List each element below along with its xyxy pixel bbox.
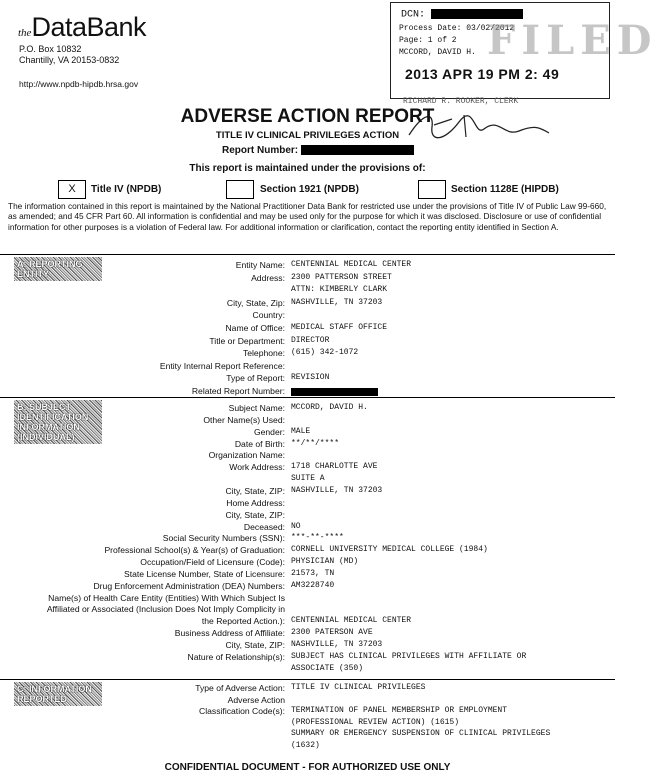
- clerk-name: RICHARD R. ROOKER, CLERK: [403, 97, 519, 106]
- logo-name: DataBank: [31, 12, 147, 42]
- field-label: Nature of Relationship(s):: [187, 651, 285, 662]
- field-label: Address:: [251, 272, 285, 283]
- filing-stamp: [390, 2, 657, 99]
- section-a-divider: [0, 254, 615, 255]
- field-row: [0, 285, 615, 297]
- field-value: 2300 PATERSON AVE: [291, 628, 373, 638]
- field-label: City, State, Zip:: [226, 297, 285, 308]
- field-label: Country:: [252, 310, 285, 321]
- checkbox-section-1128e-label: Section 1128E (HIPDB): [451, 184, 559, 195]
- address-line: Chantilly, VA 20153-0832: [19, 55, 120, 65]
- field-value: CENTENNIAL MEDICAL CENTER: [291, 260, 412, 269]
- field-value: **/**/****: [291, 438, 340, 448]
- field-value: 21573, TN: [291, 568, 335, 578]
- field-row: [0, 361, 615, 373]
- field-value: DIRECTOR: [291, 335, 330, 345]
- logo-prefix: the: [18, 27, 32, 39]
- field-value: MCCORD, DAVID H.: [291, 403, 368, 412]
- field-row: [0, 533, 615, 545]
- dcn-line: DCN:: [401, 9, 523, 21]
- section-b-tag: B: SUBJECT IDENTIFICATION INFORMATION (INDIVIDUAL): [14, 400, 102, 444]
- field-row: [0, 581, 615, 593]
- mailing-address: [19, 44, 119, 66]
- databank-logo: [18, 12, 146, 43]
- field-row: [0, 373, 615, 385]
- field-label: Date of Birth:: [234, 438, 285, 449]
- field-label: Affiliated or Associated (Inclusion Does Not Imply Complicity in: [46, 604, 285, 615]
- field-label: Telephone:: [242, 348, 285, 359]
- field-value: SUITE A: [291, 474, 325, 484]
- field-label: State License Number, State of Licensure:: [124, 568, 285, 579]
- field-row: [0, 729, 615, 741]
- field-label: Subject Name:: [228, 403, 285, 413]
- redaction-bar: [291, 388, 378, 396]
- field-value: NASHVILLE, TN 37203: [291, 297, 383, 307]
- section-a-tag: A: REPORTING ENTITY: [14, 257, 102, 281]
- process-date: Process Date: 03/02/2012: [399, 24, 515, 33]
- field-label: Social Security Numbers (SSN):: [162, 533, 285, 544]
- field-row: [0, 741, 615, 753]
- field-row: [0, 557, 615, 569]
- field-row: [0, 683, 615, 695]
- field-row: [0, 664, 615, 676]
- field-value: 1718 CHARLOTTE AVE: [291, 462, 378, 472]
- field-label: Adverse Action: [227, 694, 285, 705]
- field-label: Occupation/Field of Licensure (Code):: [140, 557, 285, 568]
- field-value: 2300 PATTERSON STREET: [291, 272, 392, 282]
- field-label: Work Address:: [229, 462, 285, 473]
- field-label: City, State, ZIP:: [225, 640, 285, 650]
- field-row: [0, 593, 615, 605]
- checkbox-title-iv: X: [58, 180, 86, 199]
- field-row: [0, 640, 615, 652]
- field-label: Related Report Number:: [191, 386, 285, 396]
- field-value: CORNELL UNIVERSITY MEDICAL COLLEGE (1984): [291, 545, 488, 555]
- field-value: (1632): [291, 740, 320, 750]
- field-label: Classification Code(s):: [199, 706, 285, 716]
- checkbox-section-1128e: [418, 180, 446, 199]
- field-row: [0, 298, 615, 310]
- field-label: Type of Adverse Action:: [195, 683, 285, 693]
- field-label: Drug Enforcement Administration (DEA) Numbers:: [93, 580, 285, 591]
- section-c-divider: [0, 679, 615, 680]
- field-label: Type of Report:: [226, 373, 285, 384]
- field-label: Name of Office:: [225, 323, 285, 333]
- field-row: [0, 522, 615, 534]
- field-label: City, State, ZIP:: [225, 509, 285, 520]
- field-row: [0, 510, 615, 522]
- field-label: Name(s) of Health Care Entity (Entities) With Which Subject Is: [48, 592, 285, 603]
- checkbox-section-1921-label: Section 1921 (NPDB): [260, 184, 359, 195]
- report-number: Report Number:: [222, 145, 414, 156]
- field-row: [0, 474, 615, 486]
- field-label: Entity Internal Report Reference:: [159, 360, 285, 371]
- field-value: MEDICAL STAFF OFFICE: [291, 323, 388, 332]
- field-label: Gender:: [253, 426, 285, 437]
- field-row: [0, 323, 615, 335]
- field-value: ASSOCIATE (350): [291, 663, 364, 673]
- field-label: Professional School(s) & Year(s) of Graduation:: [104, 545, 285, 556]
- field-row: [0, 427, 615, 439]
- field-value: NO: [291, 521, 301, 531]
- field-row: [0, 439, 615, 451]
- field-value: REVISION: [291, 373, 330, 383]
- report-subtitle: TITLE IV CLINICAL PRIVILEGES ACTION: [215, 130, 400, 141]
- field-label: Home Address:: [226, 497, 285, 508]
- field-row: [0, 403, 615, 415]
- field-label: the Reported Action.):: [201, 616, 285, 627]
- field-row: [0, 616, 615, 628]
- stamp-name: MCCORD, DAVID H.: [399, 48, 476, 57]
- website-url: http://www.npdb-hipdb.hrsa.gov: [19, 79, 139, 89]
- field-row: [0, 652, 615, 664]
- field-row: [0, 718, 615, 730]
- filed-stamp-text: FILED: [487, 17, 657, 64]
- field-value: (615) 342-1072: [291, 348, 359, 358]
- field-label: Organization Name:: [208, 450, 285, 461]
- field-label: Other Name(s) Used:: [203, 414, 285, 425]
- field-value: MALE: [291, 426, 311, 436]
- field-value: TITLE IV CLINICAL PRIVILEGES: [291, 683, 426, 692]
- field-value: ***-**-****: [291, 533, 344, 543]
- field-value: TERMINATION OF PANEL MEMBERSHIP OR EMPLOYMENT: [291, 706, 508, 715]
- field-row: [0, 310, 615, 322]
- field-value: NASHVILLE, TN 37203: [291, 485, 383, 495]
- page-count: Page: 1 of 2: [399, 36, 457, 45]
- field-row: [0, 498, 615, 510]
- field-label: Business Address of Affiliate:: [174, 628, 285, 639]
- field-row: [0, 260, 615, 272]
- field-row: [0, 415, 615, 427]
- field-row: [0, 336, 615, 348]
- field-value: SUMMARY OR EMERGENCY SUSPENSION OF CLINICAL PRIVILEGES: [291, 729, 551, 738]
- field-label: Deceased:: [243, 521, 285, 532]
- field-row: [0, 545, 615, 557]
- field-row: [0, 695, 615, 707]
- field-label: Title or Department:: [209, 335, 285, 346]
- field-value: NASHVILLE, TN 37203: [291, 640, 383, 649]
- field-value: AM3228740: [291, 580, 335, 590]
- field-row: [0, 348, 615, 360]
- field-value: ATTN: KIMBERLY CLARK: [291, 285, 388, 295]
- filed-date: 2013 APR 19 PM 2: 49: [405, 66, 560, 82]
- field-label: Entity Name:: [235, 260, 285, 270]
- field-value: PHYSICIAN (MD): [291, 557, 359, 567]
- checkbox-section-1921: [226, 180, 254, 199]
- address-line: P.O. Box 10832: [19, 44, 82, 54]
- field-row: [0, 706, 615, 718]
- section-c-tag: C: INFORMATION REPORTED: [14, 682, 102, 706]
- field-row: [0, 386, 615, 398]
- field-row: [0, 273, 615, 285]
- report-title: ADVERSE ACTION REPORT: [180, 106, 435, 127]
- field-row: [0, 450, 615, 462]
- provisions-statement: This report is maintained under the provisions of:: [189, 163, 426, 174]
- confidential-footer: CONFIDENTIAL DOCUMENT - FOR AUTHORIZED USE ONLY: [164, 762, 451, 773]
- field-value: CENTENNIAL MEDICAL CENTER: [291, 616, 412, 626]
- checkbox-title-iv-label: Title IV (NPDB): [91, 184, 162, 195]
- confidentiality-disclaimer: The information contained in this report is maintained by the National Practitioner Data Bank for restricted use under the provisions of Title IV of Public Law 99-660, as amended; and 45 CFR Part 60. All information is confidential and may be used only for the purpose for which it was disclosed. Disclosure or use of confidential information for other purposes is a violation of Federal law. For additional information or clarification, contact the reporting entity identified in Section A.: [8, 201, 607, 232]
- field-row: [0, 628, 615, 640]
- field-value: (PROFESSIONAL REVIEW ACTION) (1615): [291, 717, 460, 727]
- field-row: [0, 486, 615, 498]
- field-row: [0, 462, 615, 474]
- field-value: SUBJECT HAS CLINICAL PRIVILEGES WITH AFFILIATE OR: [291, 651, 527, 661]
- field-label: City, State, ZIP:: [225, 485, 285, 496]
- field-row: [0, 604, 615, 616]
- field-row: [0, 569, 615, 581]
